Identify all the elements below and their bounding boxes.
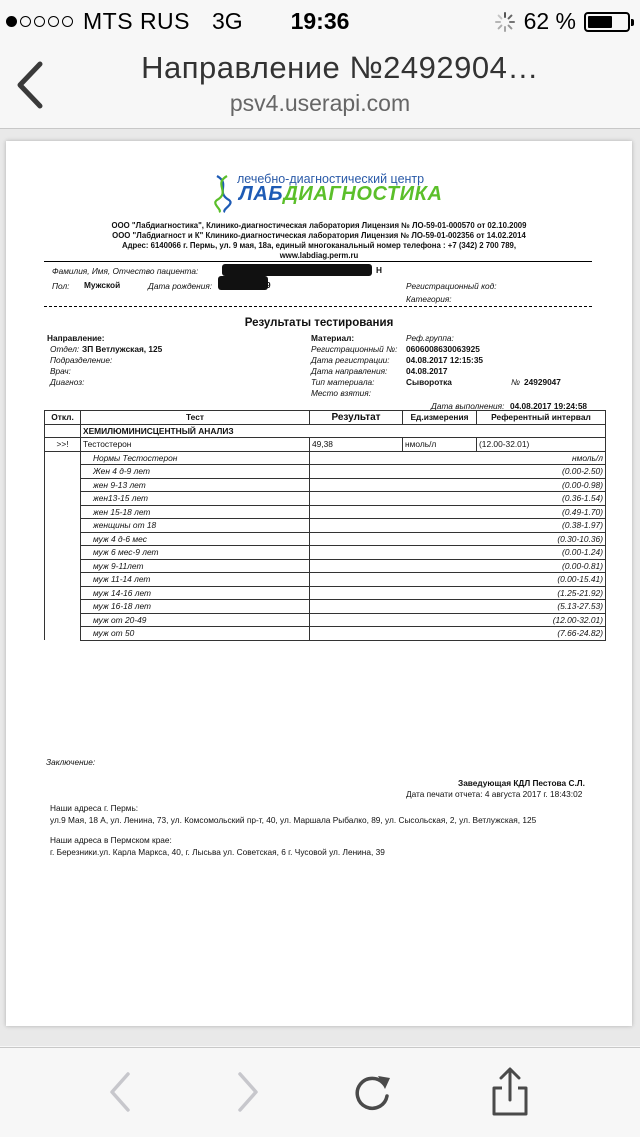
table-cell (45, 424, 81, 438)
lab-website: www.labdiag.perm.ru (279, 251, 359, 260)
table-cell (45, 492, 81, 506)
perm-addresses-title: Наши адреса г. Пермь: (50, 803, 139, 813)
norm-range: (0.00-0.98) (310, 478, 606, 492)
norm-row (45, 559, 606, 573)
region-addresses: г. Березники.ул. Карла Маркса, 40, г. Лысьва ул. Советская, 6 г. Чусовой ул. Ленина, 39 (50, 847, 385, 857)
status-right (494, 8, 630, 35)
norm-range: (7.66-24.82) (310, 627, 606, 641)
reg-code-label: Регистрационный код: (406, 281, 497, 291)
reg-number-label: Регистрационный №: (311, 344, 398, 354)
ref-group-label: Реф.группа: (406, 333, 454, 343)
norm-range: (0.38-1.97) (310, 519, 606, 533)
reg-number-value: 0606008630063925 (406, 344, 480, 354)
norm-range: (0.00-0.81) (310, 559, 606, 573)
col-header-deviation: Откл. (45, 411, 81, 425)
reg-date-value: 04.08.2017 12:15:35 (406, 355, 484, 365)
norm-group: муж 6 мес-9 лет (81, 546, 310, 560)
norm-row (45, 600, 606, 614)
table-cell (45, 627, 81, 641)
region-addresses-title: Наши адреса в Пермском крае: (50, 835, 172, 845)
diagnosis-label: Диагноз: (50, 377, 85, 387)
head-of-lab-signature: Заведующая КДЛ Пестова С.Л. (458, 778, 585, 788)
norm-range: (1.25-21.92) (310, 586, 606, 600)
col-header-result: Результат (310, 411, 403, 425)
results-table (44, 410, 606, 641)
norm-range: (0.49-1.70) (310, 505, 606, 519)
table-cell (45, 519, 81, 533)
status-left (6, 8, 243, 35)
norm-group: муж 16-18 лет (81, 600, 310, 614)
test-name: Тестостерон (81, 438, 310, 452)
logo-subtitle: лечебно-диагностический центр (237, 172, 425, 186)
lab-logo (211, 171, 471, 217)
deviation-flag: >>! (45, 438, 81, 452)
category-label: Категория: (406, 294, 452, 304)
norm-row (45, 465, 606, 479)
network-type: 3G (212, 8, 243, 34)
status-bar (0, 0, 640, 40)
test-unit: нмоль/л (403, 438, 477, 452)
norms-title: Нормы Тестостерон (81, 451, 310, 465)
table-header-row (45, 411, 606, 425)
norm-range: (0.30-10.36) (310, 532, 606, 546)
clock: 19:36 (290, 8, 350, 34)
signal-strength-icon (6, 16, 73, 27)
col-header-test: Тест (81, 411, 310, 425)
table-cell (45, 465, 81, 479)
norm-row (45, 573, 606, 587)
lab-license-line-2: ООО "Лабдиагност и К" Клинико-диагностическая лаборатория Лицензия № ЛО-59-01-002356 от 14.02.2014 (112, 231, 526, 240)
norm-row (45, 519, 606, 533)
col-header-unit: Ед.измерения (403, 411, 477, 425)
signal-dot (34, 16, 45, 27)
department-value: ЗП Ветлужская, 125 (82, 344, 163, 354)
document-source: psv4.userapi.com (229, 90, 411, 116)
lab-license-line-1: ООО "Лабдиагностика", Клинико-диагностическая лаборатория Лицензия № ЛО-59-01-000570 от 02.10.2009 (111, 221, 527, 230)
table-cell (45, 532, 81, 546)
norm-group: муж от 20-49 (81, 613, 310, 627)
table-cell (45, 546, 81, 560)
direction-date-label: Дата направления: (311, 366, 388, 376)
subdivision-label: Подразделение: (50, 355, 113, 365)
dob-tail: 9 (266, 280, 271, 290)
patient-name-label: Фамилия, Имя, Отчество пациента: (52, 266, 199, 276)
norm-group: женщины от 18 (81, 519, 310, 533)
sex-label: Пол: (52, 281, 70, 291)
print-date: Дата печати отчета: 4 августа 2017 г. 18:43:02 (406, 789, 583, 799)
document-viewer[interactable] (0, 129, 640, 1046)
patient-name-tail: Н (376, 265, 382, 275)
norm-group: жен13-15 лет (81, 492, 310, 506)
battery-percent: 62 % (523, 8, 576, 34)
norm-row (45, 546, 606, 560)
dob-label: Дата рождения: (148, 281, 213, 291)
signal-dot (20, 16, 31, 27)
col-header-reference: Референтный интервал (477, 411, 606, 425)
material-type-label: Тип материала: (311, 377, 375, 387)
norm-group: муж от 50 (81, 627, 310, 641)
document-title: Направление №2492904… (141, 50, 539, 85)
table-cell (45, 478, 81, 492)
logo-wordmark (239, 183, 443, 206)
divider (44, 306, 592, 307)
test-result: 49,38 (310, 438, 403, 452)
order-number-value: 24929047 (524, 377, 561, 387)
norm-row (45, 532, 606, 546)
analysis-section-title: ХЕМИЛЮМИНИСЦЕНТНЫЙ АНАЛИЗ (81, 424, 606, 438)
logo-part-2: ДИАГНОСТИКА (283, 183, 443, 205)
norm-row (45, 627, 606, 641)
completion-date-value: 04.08.2017 19:24:58 (510, 401, 588, 411)
norm-row (45, 492, 606, 506)
norm-range: (0.36-1.54) (310, 492, 606, 506)
norm-range: (5.13-27.53) (310, 600, 606, 614)
test-reference: (12.00-32.01) (477, 438, 606, 452)
norm-group: муж 14-16 лет (81, 586, 310, 600)
norm-group: муж 4 д-6 мес (81, 532, 310, 546)
norm-range: (12.00-32.01) (310, 613, 606, 627)
redaction-mark (222, 264, 372, 276)
signal-dot (62, 16, 73, 27)
direction-date-value: 04.08.2017 (406, 366, 448, 376)
norm-group: муж 9-11лет (81, 559, 310, 573)
share-icon[interactable] (484, 1066, 536, 1118)
norms-unit: нмоль/л (310, 451, 606, 465)
table-row (45, 438, 606, 452)
table-cell (45, 613, 81, 627)
material-type-value: Сыворотка (406, 377, 452, 387)
conclusion-label: Заключение: (46, 757, 96, 767)
battery-fill (588, 16, 612, 28)
sex-value: Мужской (84, 280, 121, 290)
results-section-title: Результаты тестирования (244, 317, 394, 329)
department-label: Отдел: (50, 344, 80, 354)
table-cell (45, 586, 81, 600)
battery-icon (584, 12, 630, 32)
reg-date-label: Дата регистрации: (311, 355, 390, 365)
signal-dot (6, 16, 17, 27)
norm-range: (0.00-1.24) (310, 546, 606, 560)
perm-addresses: ул.9 Мая, 18 А, ул. Ленина, 73, ул. Комсомольский пр-т, 40, ул. Маршала Рыбалко, 89, ул. Сысольская, 2, ул. Ветлужская, 125 (50, 815, 537, 825)
norm-row (45, 586, 606, 600)
sampling-place-label: Место взятия: (311, 388, 372, 398)
signal-dot (48, 16, 59, 27)
table-cell (45, 573, 81, 587)
table-row (45, 451, 606, 465)
lab-report-page (6, 141, 632, 1026)
table-row (45, 424, 606, 438)
navigation-bar (0, 40, 640, 129)
bottom-toolbar (0, 1047, 640, 1137)
norm-range: (0.00-15.41) (310, 573, 606, 587)
logo-part-1: ЛАБ (239, 183, 284, 205)
norm-group: жен 15-18 лет (81, 505, 310, 519)
completion-date-label: Дата выполнения: (431, 401, 505, 411)
norm-group: муж 11-14 лет (81, 573, 310, 587)
norm-group: Жен 4 д-9 лет (81, 465, 310, 479)
dna-helix-icon (211, 174, 235, 214)
norm-row (45, 478, 606, 492)
forward-arrow-icon[interactable] (220, 1066, 272, 1118)
divider (44, 261, 592, 262)
order-number-label: № (511, 377, 520, 387)
table-cell (45, 600, 81, 614)
redaction-mark (218, 276, 268, 290)
table-cell (45, 451, 81, 465)
table-cell (45, 559, 81, 573)
doctor-label: Врач: (50, 366, 71, 376)
back-arrow-icon[interactable] (96, 1066, 148, 1118)
carrier-name: MTS RUS (83, 8, 190, 34)
norm-row (45, 505, 606, 519)
table-cell (45, 505, 81, 519)
material-label: Материал: (311, 333, 355, 343)
lab-address-line: Адрес: 6140066 г. Пермь, ул. 9 мая, 18а, единый многоканальный номер телефона : +7 (342) 2 700 789, (121, 241, 517, 250)
norm-range: (0.00-2.50) (310, 465, 606, 479)
activity-spinner-icon (494, 11, 516, 33)
norm-row (45, 613, 606, 627)
reload-icon[interactable] (346, 1066, 398, 1118)
norm-group: жен 9-13 лет (81, 478, 310, 492)
direction-label: Направление: (47, 333, 105, 343)
